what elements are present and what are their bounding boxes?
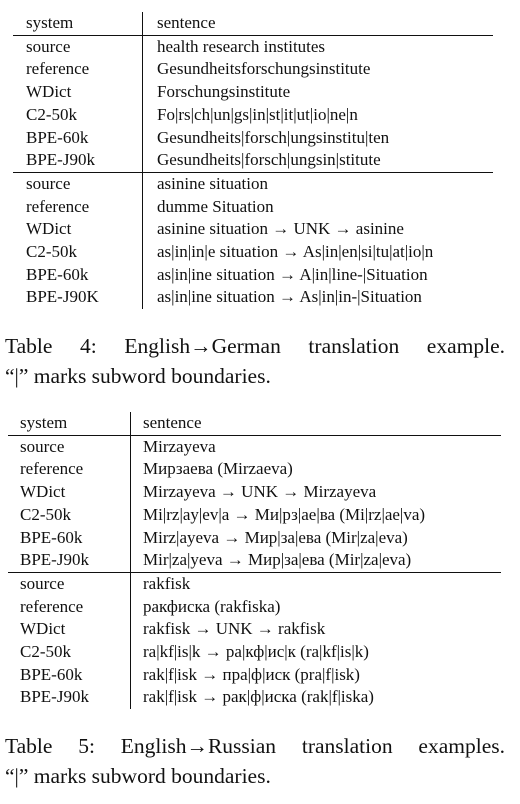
table-row	[8, 458, 501, 481]
table-row	[8, 618, 501, 641]
system-cell: source	[13, 172, 143, 195]
sentence-cell: rak|f|isk → рак|ф|иска (rak|f|iska)	[143, 687, 374, 707]
sentence-cell: Gesundheits|forsch|ungsin|stitute	[143, 149, 494, 172]
sentence-cell: asinine situation → UNK → asinine	[157, 219, 404, 239]
table-row	[8, 596, 501, 619]
table-row	[13, 104, 493, 127]
table-row	[8, 527, 501, 550]
sentence-cell: rakfisk	[143, 573, 191, 593]
sentence-cell: asinine situation	[157, 173, 268, 193]
table-row	[8, 435, 501, 458]
system-cell: reference	[8, 596, 131, 619]
table-5-caption-line-2: “|” marks subword boundaries.	[5, 764, 271, 788]
sentence-cell: Gesundheitsforschungsinstitute	[157, 59, 371, 79]
header-system: system	[8, 412, 131, 435]
system-cell: source	[8, 572, 131, 595]
table-4-caption	[5, 331, 505, 391]
table-4	[13, 12, 493, 309]
table-row	[8, 481, 501, 504]
sentence-cell: as|in|in|e situation → As|in|en|si|tu|at|io|n	[157, 242, 434, 262]
sentence-cell: Mirzayeva → UNK → Mirzayeva	[143, 482, 377, 502]
system-cell: WDict	[13, 81, 143, 104]
sentence-cell: as|in|ine situation → As|in|in-|Situation	[157, 287, 422, 307]
table-4-caption-line-1: Table 4: English→German translation example.	[5, 334, 505, 358]
table-row	[13, 127, 493, 150]
table-row	[13, 218, 493, 241]
sentence-cell: Mir|za|yeva → Мир|за|ева (Mir|za|eva)	[131, 549, 502, 572]
system-cell: WDict	[8, 481, 131, 504]
system-cell: C2-50k	[8, 641, 131, 664]
sentence-cell: Mi|rz|ay|ev|a → Ми|рз|ае|ва (Mi|rz|ae|va)	[143, 504, 426, 524]
table-row	[13, 286, 493, 309]
table-header-row	[8, 412, 501, 435]
system-cell: C2-50k	[8, 504, 131, 527]
table-5-caption-line-1: Table 5: English→Russian translation examples.	[5, 734, 505, 758]
system-cell: BPE-J90k	[8, 686, 131, 709]
sentence-cell: Forschungsinstitute	[157, 82, 291, 102]
table-4-body	[13, 12, 493, 309]
table-row	[8, 549, 501, 572]
table-5-caption	[5, 731, 505, 791]
table-row	[13, 241, 493, 264]
table-row	[13, 149, 493, 172]
system-cell: reference	[8, 458, 131, 481]
sentence-cell: health research institutes	[157, 36, 326, 56]
table-row	[8, 504, 501, 527]
table-row	[8, 686, 501, 709]
header-sentence: sentence	[131, 412, 502, 435]
table-row	[13, 81, 493, 104]
table-4-caption-line-2: “|” marks subword boundaries.	[5, 364, 271, 388]
system-cell: source	[8, 435, 131, 458]
system-cell: WDict	[8, 618, 131, 641]
system-cell: reference	[13, 58, 143, 81]
system-cell: BPE-60k	[13, 264, 143, 287]
table-row	[8, 572, 501, 595]
system-cell: BPE-60k	[8, 664, 131, 687]
system-cell: source	[13, 35, 143, 58]
system-cell: C2-50k	[13, 241, 143, 264]
system-cell: BPE-J90k	[13, 149, 143, 172]
table-row	[8, 641, 501, 664]
sentence-cell: as|in|ine situation → A|in|line-|Situation	[157, 264, 428, 284]
table-row	[13, 35, 493, 58]
table-row	[13, 196, 493, 219]
sentence-cell: Mirzayeva	[143, 436, 216, 456]
sentence-cell: Fo|rs|ch|un|gs|in|st|it|ut|io|ne|n	[157, 104, 358, 124]
system-cell: BPE-60k	[8, 527, 131, 550]
table-header-row	[13, 12, 493, 35]
table-row	[13, 58, 493, 81]
table-row	[8, 664, 501, 687]
system-cell: reference	[13, 196, 143, 219]
sentence-cell: Мирзаева (Mirzaeva)	[143, 459, 293, 479]
sentence-cell: Gesundheits|forsch|ungsinstitu|ten	[157, 127, 390, 147]
table-row	[13, 264, 493, 287]
header-sentence: sentence	[143, 12, 494, 35]
table-5-body	[8, 412, 501, 709]
sentence-cell: ra|kf|is|k → ра|кф|ис|к (ra|kf|is|k)	[143, 642, 369, 662]
system-cell: BPE-J90k	[8, 549, 131, 572]
table-5	[8, 412, 501, 709]
system-cell: BPE-60k	[13, 127, 143, 150]
sentence-cell: ракфиска (rakfiska)	[143, 596, 281, 616]
system-cell: BPE-J90K	[13, 286, 143, 309]
sentence-cell: Mirz|ayeva → Мир|за|ева (Mir|za|eva)	[143, 527, 408, 547]
system-cell: C2-50k	[13, 104, 143, 127]
header-system: system	[13, 12, 143, 35]
sentence-cell: dumme Situation	[157, 196, 274, 216]
system-cell: WDict	[13, 218, 143, 241]
sentence-cell: rakfisk → UNK → rakfisk	[143, 619, 326, 639]
table-row	[13, 172, 493, 195]
sentence-cell: rak|f|isk → пра|ф|иск (pra|f|isk)	[143, 664, 360, 684]
